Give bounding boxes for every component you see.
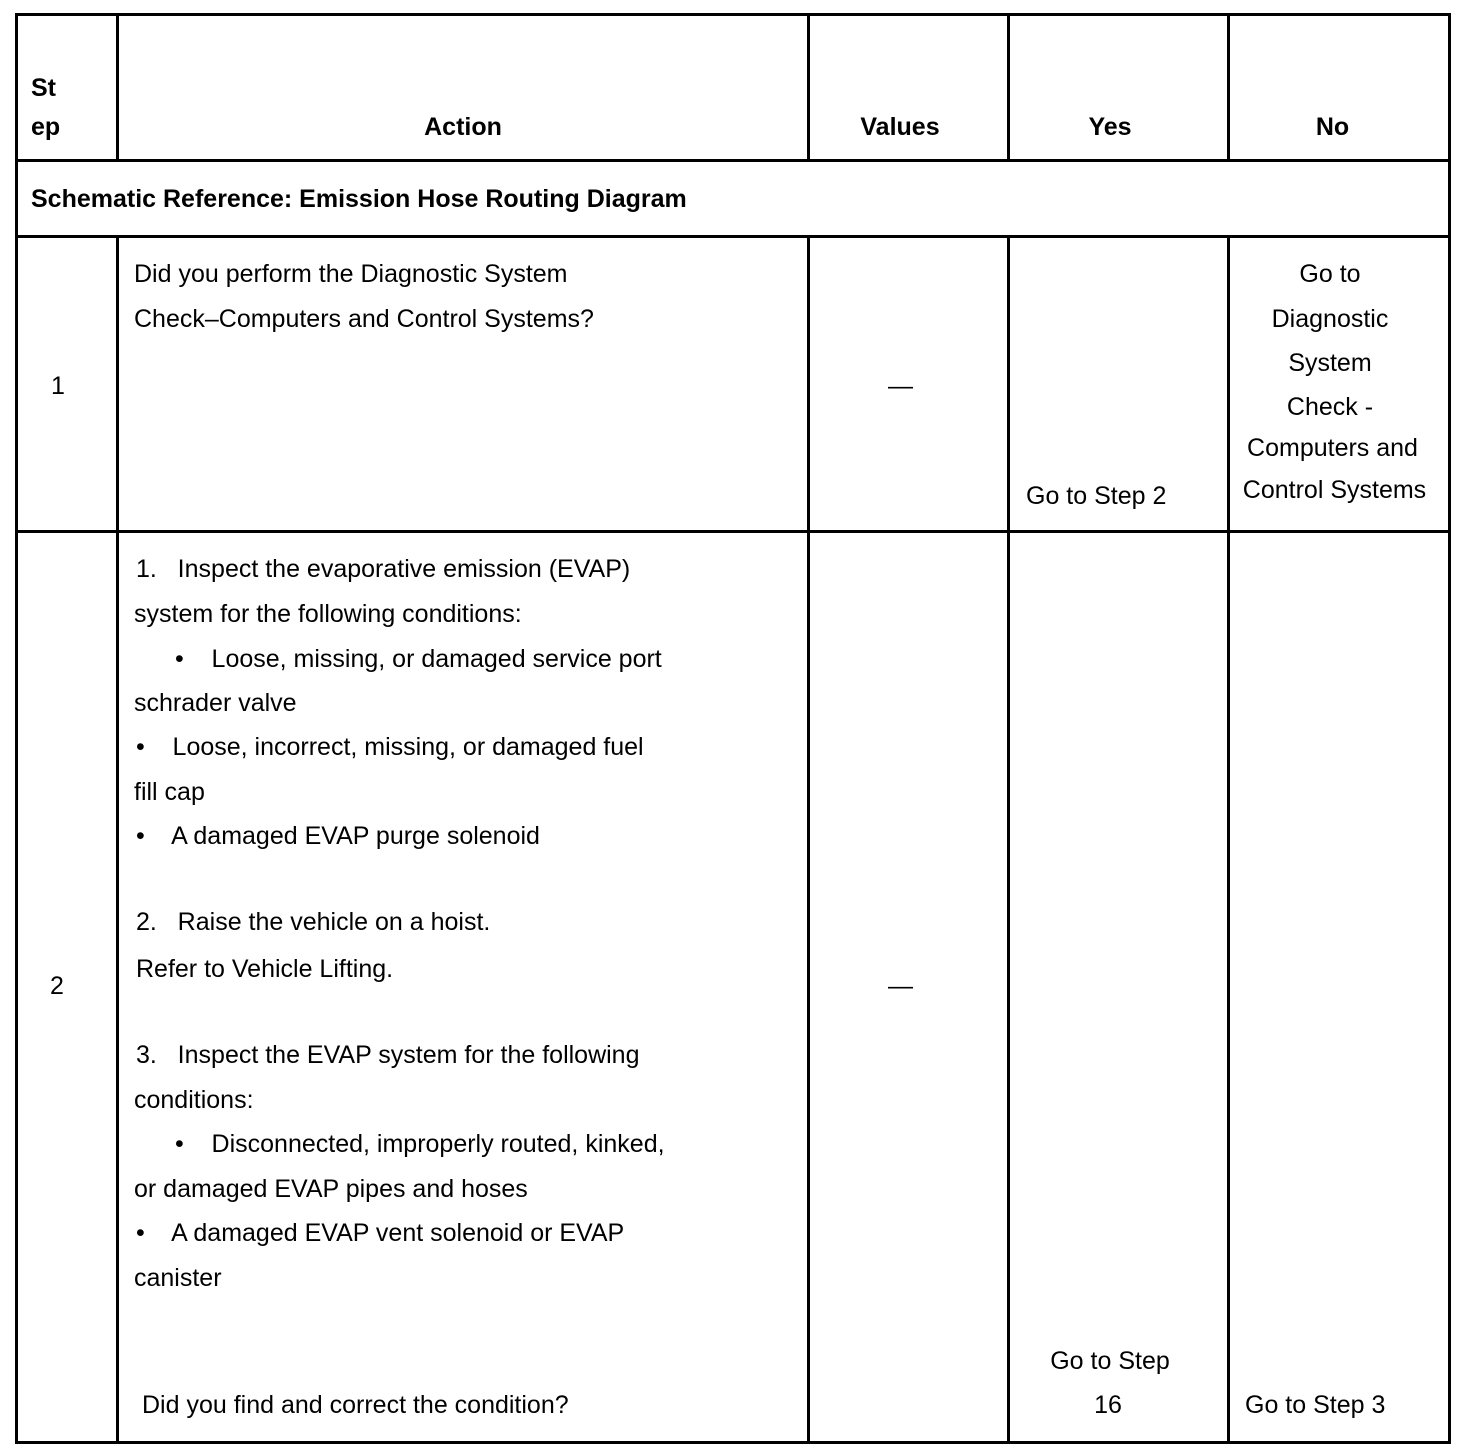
no-link[interactable]: Diagnostic <box>1271 305 1389 333</box>
header-no: No <box>1315 113 1350 141</box>
action-text: • A damaged EVAP purge solenoid <box>136 822 540 850</box>
column-divider <box>807 235 810 1444</box>
values-text: — <box>888 372 913 400</box>
schematic-reference: Schematic Reference: Emission Hose Routing Diagram <box>31 185 687 213</box>
yes-link[interactable]: 16 <box>1094 1391 1122 1419</box>
action-text: canister <box>134 1264 222 1292</box>
header-yes: Yes <box>1088 113 1132 141</box>
action-text: 1. Inspect the evaporative emission (EVAP) <box>136 555 631 583</box>
action-text: Refer to Vehicle Lifting. <box>136 955 394 983</box>
action-text: • Loose, incorrect, missing, or damaged fuel <box>136 733 644 761</box>
action-text: Did you perform the Diagnostic System <box>134 260 568 288</box>
column-divider <box>116 235 119 1444</box>
column-divider <box>1007 235 1010 1444</box>
action-text: conditions: <box>134 1086 254 1114</box>
step-number: 2 <box>50 972 64 1000</box>
header-step-line2: ep <box>31 113 61 141</box>
action-text: • A damaged EVAP vent solenoid or EVAP <box>136 1219 625 1247</box>
no-link[interactable]: Computers and <box>1247 434 1418 462</box>
action-text: fill cap <box>134 778 205 806</box>
header-step-line1: St <box>31 74 56 102</box>
schematic-divider <box>15 235 1451 238</box>
action-text: system for the following conditions: <box>134 600 522 628</box>
step-number: 1 <box>51 372 65 400</box>
yes-link[interactable]: Go to Step <box>1050 1347 1170 1375</box>
no-link[interactable]: System <box>1288 349 1372 377</box>
header-action: Action <box>424 113 502 141</box>
no-link[interactable]: Control Systems <box>1242 476 1427 504</box>
header-values: Values <box>860 113 940 141</box>
row-divider <box>15 530 1451 533</box>
yes-link[interactable]: Go to Step 2 <box>1026 482 1167 510</box>
header-divider <box>15 159 1451 162</box>
action-text: or damaged EVAP pipes and hoses <box>134 1175 528 1203</box>
no-link[interactable]: Go to Step 3 <box>1245 1391 1386 1419</box>
action-text: • Loose, missing, or damaged service port <box>175 645 662 673</box>
action-text: 3. Inspect the EVAP system for the following <box>136 1041 640 1069</box>
action-text: schrader valve <box>134 689 297 717</box>
action-text: Check–Computers and Control Systems? <box>134 305 594 333</box>
values-text: — <box>888 972 913 1000</box>
no-link[interactable]: Go to <box>1299 260 1361 288</box>
action-text: 2. Raise the vehicle on a hoist. <box>136 908 491 936</box>
action-text: • Disconnected, improperly routed, kinked, <box>175 1130 665 1158</box>
no-link[interactable]: Check - <box>1286 393 1374 421</box>
action-question: Did you find and correct the condition? <box>142 1391 569 1419</box>
